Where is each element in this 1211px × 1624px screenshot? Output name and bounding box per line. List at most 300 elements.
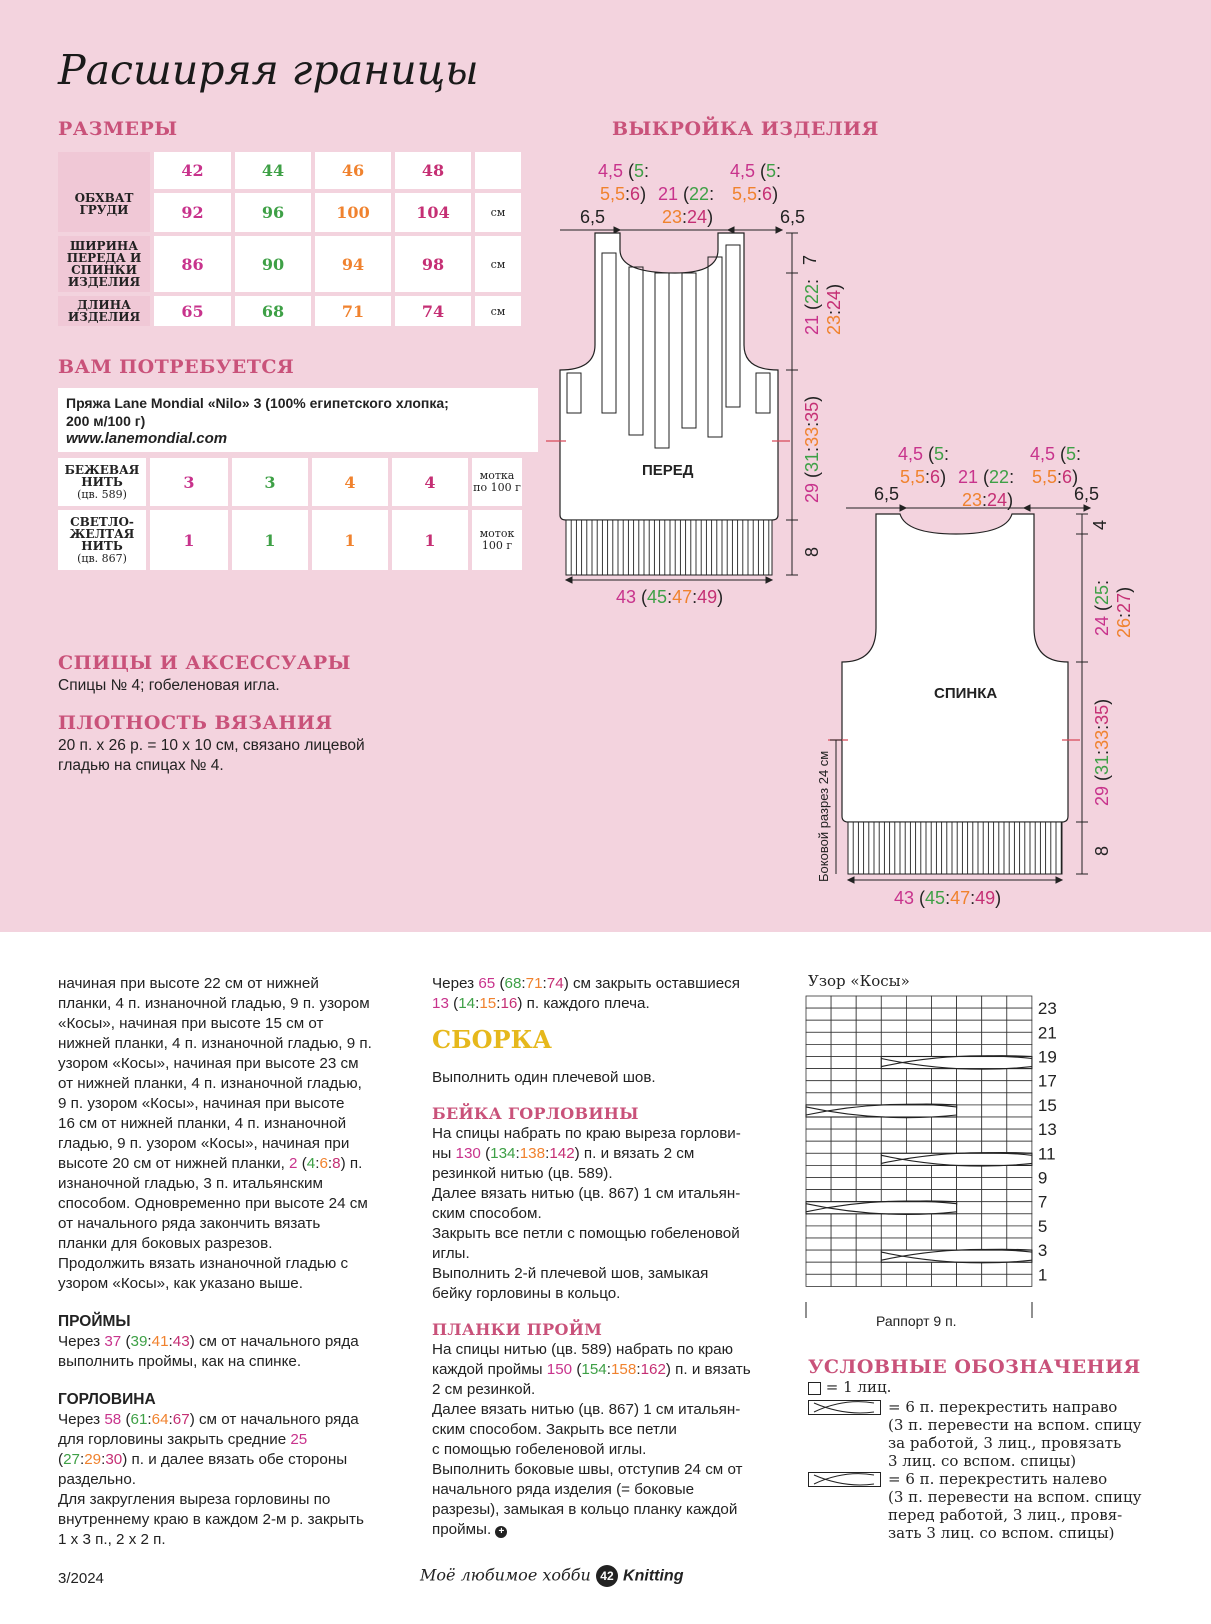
chart-cell [906, 1238, 931, 1250]
row-number: 15 [1037, 1095, 1057, 1115]
dim-armhole: 27 [1114, 592, 1134, 613]
chart-cell [1007, 1178, 1032, 1190]
chart-cell [1007, 1044, 1032, 1056]
size-cell: 90 [235, 236, 311, 292]
chart-cell [806, 1238, 831, 1250]
chart-cell [806, 1069, 831, 1081]
chart-cell [1007, 1274, 1032, 1286]
col1-intro [58, 974, 418, 1154]
chart-cell [856, 1141, 881, 1153]
text-line: Через 58 (61:64:67) см от начального ряда [58, 1411, 359, 1428]
dim-shoulder: 4,5 [598, 161, 624, 181]
svg-text:5,5:6): 5,5:6) [1032, 467, 1079, 487]
chart-cell [906, 1190, 931, 1202]
size-row-label: ДЛИНА ИЗДЕЛИЯ [58, 296, 150, 326]
dim-width: 45 [647, 587, 668, 607]
cable-chart [806, 996, 1066, 1332]
chart-cell [881, 1238, 906, 1250]
back-diagram [816, 438, 1154, 908]
text-line: Для закругления выреза горловины по [58, 1491, 331, 1508]
text-line: На спицы нитью (цв. 589) набрать по краю [432, 1341, 733, 1358]
text-line: 9 п. узором «Косы», начиная при высоте [58, 1095, 345, 1112]
left-cross-icon [808, 1472, 884, 1488]
chart-cell [831, 1032, 856, 1044]
legend-left-cross [888, 1470, 1142, 1542]
dim-shoulder: 4,5 [730, 161, 756, 181]
svg-text:23:24): 23:24) [824, 283, 844, 335]
dim-armhole: 25 [1092, 584, 1112, 605]
size-cell: 100 [315, 193, 391, 232]
dim-neck-depth: 4 [1090, 519, 1110, 530]
legend-right-cross [888, 1398, 1142, 1470]
dim-shoulder: 5 [1066, 444, 1077, 464]
chart-cell [806, 1226, 831, 1238]
chart-cell [881, 1165, 906, 1177]
chart-cell [957, 1129, 982, 1141]
chart-cell [932, 1165, 957, 1177]
text-line: разрезы), замыкая в кольцо планку каждой [432, 1501, 738, 1518]
issue-number: 3/2024 [58, 1570, 104, 1587]
dim-neck: 23 [662, 207, 683, 227]
chart-cell [982, 1093, 1007, 1105]
chart-cell [906, 1141, 931, 1153]
chart-cell [982, 1069, 1007, 1081]
dim-width: 43 [894, 888, 915, 908]
dim-shoulder: 4,5 [1030, 444, 1056, 464]
chart-cell [906, 1262, 931, 1274]
chart-cell [906, 1129, 931, 1141]
text-line: с помощью гобеленовой иглы. [432, 1441, 647, 1458]
row-number: 13 [1037, 1120, 1057, 1140]
chart-cell [906, 1165, 931, 1177]
dim-shoulder: 6 [762, 184, 773, 204]
chart-cell [1007, 1262, 1032, 1274]
chart-cell [806, 1178, 831, 1190]
chart-cell [957, 1105, 982, 1117]
chart-cell [1007, 1190, 1032, 1202]
chart-cell [932, 1238, 957, 1250]
yarn-url: www.lanemondial.com [66, 430, 228, 447]
chart-cell [906, 1178, 931, 1190]
dim-shoulder: 6 [930, 467, 941, 487]
front-label: ПЕРЕД [642, 462, 694, 479]
text-line: (27:29:30) п. и далее вязать обе стороны [58, 1451, 348, 1468]
row-number: 23 [1037, 999, 1057, 1019]
dim-shoulder: 4,5 [898, 444, 924, 464]
chart-cell [856, 1008, 881, 1020]
chart-cell [881, 1129, 906, 1141]
text-line: На спицы набрать по краю выреза горлови- [432, 1125, 741, 1142]
repeat-label: Раппорт 9 п. [876, 1313, 957, 1329]
chart-cell [856, 1262, 881, 1274]
chart-cell [806, 1274, 831, 1286]
text-line: внутреннему краю в каждом 2-м р. закрыть [58, 1511, 364, 1528]
chart-cell [831, 1214, 856, 1226]
svg-text:4,5 (5:: 4,5 (5: [730, 161, 782, 181]
legend-heading: УСЛОВНЫЕ ОБОЗНАЧЕНИЯ [808, 1356, 1141, 1378]
yarn-qty: 1 [232, 510, 308, 570]
chart-cell [1007, 1238, 1032, 1250]
size-value: 46 [315, 152, 391, 189]
chart-cell [881, 1214, 906, 1226]
sizes-heading: РАЗМЕРЫ [58, 118, 178, 140]
legend-knit-text: = 1 лиц. [825, 1378, 892, 1396]
text-line: Через 65 (68:71:74) см закрыть оставшиеся [432, 975, 740, 992]
size-unit: см [475, 236, 521, 292]
chart-cell [906, 1093, 931, 1105]
chart-cell [932, 1129, 957, 1141]
yarn-name: БЕЖЕВАЯ НИТЬ [64, 462, 140, 489]
chart-cell [831, 1081, 856, 1093]
dim-shoulder: 5,5 [732, 184, 758, 204]
size-cell: 86 [154, 236, 231, 292]
chart-cell [982, 1105, 1007, 1117]
chart-cell [881, 1190, 906, 1202]
chart-cell [831, 1226, 856, 1238]
dim-armhole: 26 [1114, 617, 1134, 638]
yarn-color-code: (цв. 867) [77, 551, 127, 565]
dim-body: 33 [1092, 729, 1112, 750]
text-line: Далее вязать нитью (цв. 867) 1 см итальян- [432, 1401, 741, 1418]
size-value: 44 [235, 152, 311, 189]
text-line: проймы. + [432, 1520, 792, 1540]
chart-cell [957, 1274, 982, 1286]
chart-cell [982, 1165, 1007, 1177]
text-line: бейку горловины в кольцо. [432, 1285, 621, 1302]
dim-shoulder: 5,5 [600, 184, 626, 204]
chart-cell [957, 1117, 982, 1129]
dim-neck: 22 [689, 184, 710, 204]
dim-body: 31 [1092, 754, 1112, 775]
chart-cell [957, 1044, 982, 1056]
chart-cell [831, 1274, 856, 1286]
chart-cell [881, 1262, 906, 1274]
chart-cell [957, 1178, 982, 1190]
legend-line: зать 3 лиц. со вспом. спицы) [888, 1524, 1115, 1542]
chart-cell [906, 1008, 931, 1020]
chart-cell [831, 1129, 856, 1141]
chart-cell [957, 1214, 982, 1226]
chart-cell [806, 1190, 831, 1202]
text-line: ны 130 (134:138:142) п. и вязать 2 см [432, 1145, 695, 1162]
chart-cell [1007, 1214, 1032, 1226]
chart-cell [982, 996, 1007, 1008]
chart-cell [982, 1141, 1007, 1153]
size-cell: 104 [395, 193, 471, 232]
materials-table [54, 454, 526, 574]
text-line: иглы. [432, 1245, 470, 1262]
instructions-col2 [432, 974, 792, 1540]
dim-width: 47 [672, 587, 693, 607]
back-label: СПИНКА [934, 685, 998, 702]
chart-cell [856, 1214, 881, 1226]
chart-cell [932, 996, 957, 1008]
right-cross-icon [808, 1400, 884, 1416]
chart-cell [881, 1069, 906, 1081]
size-cell: 92 [154, 193, 231, 232]
size-cell: 68 [235, 296, 311, 326]
dim-body: 29 [1092, 785, 1112, 806]
footer-brand [420, 1565, 683, 1587]
dim-edge: 6,5 [1074, 484, 1100, 504]
svg-text:29 (31:33:35): 29 (31:33:35) [1092, 698, 1112, 806]
svg-text:4,5 (5:: 4,5 (5: [598, 161, 650, 181]
size-cell: 96 [235, 193, 311, 232]
chart-cell [1007, 1202, 1032, 1214]
chart-cell [806, 1057, 831, 1069]
dim-neck: 23 [962, 490, 983, 510]
legend-line: = 6 п. перекрестить направо [888, 1398, 1118, 1416]
yarn-qty: 3 [150, 458, 228, 506]
chart-cell [856, 1190, 881, 1202]
chart-cell [906, 1214, 931, 1226]
yarn-unit: мотка по 100 г [472, 458, 522, 506]
chart-cell [881, 1020, 906, 1032]
chart-cell [856, 1020, 881, 1032]
chart-cell [806, 1032, 831, 1044]
magazine-name: Моё любимое хобби [420, 1565, 591, 1585]
dim-armhole: 24 [1092, 615, 1112, 636]
chart-cell [906, 1117, 931, 1129]
legend-line: 3 лиц. со вспом. спицы) [888, 1452, 1077, 1470]
text-line: гладью, 9 п. узором «Косы», начиная при [58, 1135, 350, 1152]
chart-cell [906, 1069, 931, 1081]
yarn-qty: 4 [312, 458, 388, 506]
text-line: для горловины закрыть средние 25 [58, 1431, 308, 1448]
chart-cell [881, 996, 906, 1008]
assembly-heading: СБОРКА [432, 1025, 552, 1054]
chart-cell [1007, 1165, 1032, 1177]
col1-rest [58, 1174, 418, 1294]
chart-cell [831, 1238, 856, 1250]
size-row-label: ОБХВАТ ГРУДИ [58, 152, 150, 232]
text-line: Выполнить боковые швы, отступив 24 см от [432, 1461, 743, 1478]
chart-cell [957, 1020, 982, 1032]
chart-cell [881, 1178, 906, 1190]
dim-armhole: 24 [824, 289, 844, 310]
chart-cell [856, 1274, 881, 1286]
dim-width: 49 [697, 587, 718, 607]
chart-cell [856, 1129, 881, 1141]
chart-cell [957, 1141, 982, 1153]
chart-cell [1007, 1081, 1032, 1093]
chart-cell [1007, 1129, 1032, 1141]
dim-armhole: 23 [824, 314, 844, 335]
dim-rib: 8 [802, 546, 822, 557]
text-line: резинкой нитью (цв. 589). [432, 1165, 613, 1182]
svg-text:23:24): 23:24) [962, 490, 1014, 510]
legend-line: за работой, 3 лиц., провязать [888, 1434, 1122, 1452]
text-line: 2 см резинкой. [432, 1381, 536, 1398]
dim-neck: 22 [989, 467, 1010, 487]
row-number: 9 [1037, 1168, 1048, 1188]
dim-width: 47 [950, 888, 971, 908]
yarn-color-code: (цв. 589) [77, 487, 127, 501]
dim-width: 45 [925, 888, 946, 908]
neckband-text [432, 1164, 792, 1304]
chart-cell [831, 996, 856, 1008]
chart-cell [856, 1165, 881, 1177]
dim-edge: 6,5 [874, 484, 900, 504]
dim-body: 31 [802, 451, 822, 472]
sizes-table [54, 148, 525, 330]
dim-armhole: 21 [802, 314, 822, 335]
chart-cell [806, 1165, 831, 1177]
chart-cell [982, 1117, 1007, 1129]
chart-cell [932, 1190, 957, 1202]
text-line: 1 х 3 п., 2 х 2 п. [58, 1531, 166, 1548]
chart-cell [932, 1226, 957, 1238]
size-cell: 71 [315, 296, 391, 326]
row-number: 17 [1037, 1071, 1057, 1091]
chart-cell [982, 1214, 1007, 1226]
chart-cell [806, 1044, 831, 1056]
text-line: высоте 20 см от нижней планки, 2 (4:6:8) п. [58, 1155, 363, 1172]
svg-text:4,5 (5:: 4,5 (5: [1030, 444, 1082, 464]
yarn-name: СВЕТЛО-ЖЕЛТАЯ НИТЬ [69, 514, 135, 553]
text-line: Через 37 (39:41:43) см от начального ряда [58, 1333, 359, 1350]
text-line: выполнить проймы, как на спинке. [58, 1353, 302, 1370]
text-line: Выполнить 2-й плечевой шов, замыкая [432, 1265, 709, 1282]
legend-line: перед работой, 3 лиц., провя- [888, 1506, 1123, 1524]
chart-cell [957, 1202, 982, 1214]
text-line: Выполнить один плечевой шов. [432, 1069, 656, 1086]
row-number: 19 [1037, 1047, 1057, 1067]
chart-cell [906, 1032, 931, 1044]
armhole-heading: ПРОЙМЫ [58, 1313, 131, 1330]
yarn-qty: 3 [232, 458, 308, 506]
yarn-qty: 4 [392, 458, 468, 506]
legend-knit [808, 1378, 891, 1396]
text-line: каждой проймы 150 (154:158:162) п. и вязать [432, 1361, 751, 1378]
dim-shoulder: 6 [1062, 467, 1073, 487]
dim-body: 35 [1092, 704, 1112, 725]
yarn-row-label [58, 458, 146, 506]
chart-cell [856, 1226, 881, 1238]
text-line: планки, 4 п. изнаночной гладью, 9 п. узором [58, 995, 370, 1012]
dim-body: 29 [802, 482, 822, 503]
chart-cell [932, 1214, 957, 1226]
dim-neck: 24 [687, 207, 708, 227]
chart-cell [881, 1117, 906, 1129]
svg-text:43 (45:47:49): 43 (45:47:49) [616, 587, 724, 607]
chart-cell [957, 1081, 982, 1093]
yarn-qty: 1 [312, 510, 388, 570]
armband-heading: ПЛАНКИ ПРОЙМ [432, 1320, 603, 1339]
chart-cell [831, 1141, 856, 1153]
chart-cell [806, 1250, 831, 1262]
text-line: планки для боковых разрезов. [58, 1235, 273, 1252]
chart-cell [1007, 1226, 1032, 1238]
text-line: Далее вязать нитью (цв. 867) 1 см итальян- [432, 1185, 741, 1202]
chart-cell [957, 1008, 982, 1020]
svg-text:5,5:6): 5,5:6) [600, 184, 647, 204]
size-cell: 65 [154, 296, 231, 326]
chart-cell [1007, 1069, 1032, 1081]
text-line: узором «Косы», начиная при высоте 23 см [58, 1055, 359, 1072]
chart-cell [806, 1214, 831, 1226]
chart-cell [806, 996, 831, 1008]
chart-cell [881, 1081, 906, 1093]
chart-cell [831, 1153, 856, 1165]
neckband-heading: БЕЙКА ГОРЛОВИНЫ [432, 1104, 639, 1123]
chart-cell [856, 1057, 881, 1069]
dim-width: 43 [616, 587, 637, 607]
text-line: 13 (14:15:16) п. каждого плеча. [432, 995, 650, 1012]
row-number: 7 [1037, 1192, 1048, 1212]
knit-symbol-icon [808, 1382, 821, 1395]
chart-cell [881, 1274, 906, 1286]
dim-edge: 6,5 [780, 207, 806, 227]
yarn-unit: моток 100 г [472, 510, 522, 570]
chart-cell [1007, 1032, 1032, 1044]
chart-cell [806, 1093, 831, 1105]
text-line: раздельно. [58, 1471, 136, 1488]
chart-cell [906, 1020, 931, 1032]
dim-shoulder: 5 [766, 161, 777, 181]
chart-cell [1007, 1141, 1032, 1153]
chart-cell [906, 996, 931, 1008]
chart-cell [881, 1044, 906, 1056]
gauge-line: 20 п. х 26 р. = 10 х 10 см, связано лицевой [58, 737, 365, 754]
dim-width: 49 [975, 888, 996, 908]
chart-cell [856, 1250, 881, 1262]
chart-cell [982, 1226, 1007, 1238]
size-row-label: ШИРИНА ПЕРЕДА И СПИНКИ ИЗДЕЛИЯ [58, 236, 150, 292]
legend-line: (3 п. перевести на вспом. спицу [888, 1488, 1142, 1506]
gauge-heading: ПЛОТНОСТЬ ВЯЗАНИЯ [58, 712, 333, 734]
text-line: от нижней планки, 4 п. изнаночной гладью, [58, 1075, 362, 1092]
text-line: Закрыть все петли с помощью гобеленовой [432, 1225, 740, 1242]
chart-cell [806, 1129, 831, 1141]
chart-cell [806, 1008, 831, 1020]
dim-shoulder: 5 [634, 161, 645, 181]
chart-cell [881, 1141, 906, 1153]
chart-cell [831, 1178, 856, 1190]
chart-cell [932, 1117, 957, 1129]
front-diagram [560, 155, 850, 635]
text-line: от начального ряда закончить вязать [58, 1215, 321, 1232]
chart-cell [831, 1069, 856, 1081]
chart-cell [932, 1141, 957, 1153]
chart-cell [806, 1262, 831, 1274]
svg-text:4,5 (5:: 4,5 (5: [898, 444, 950, 464]
chart-cell [957, 1190, 982, 1202]
chart-cell [982, 1274, 1007, 1286]
chart-cell [932, 1274, 957, 1286]
chart-cell [906, 1044, 931, 1056]
chart-cell [982, 1044, 1007, 1056]
chart-cell [831, 1117, 856, 1129]
needles-text: Спицы № 4; гобеленовая игла. [58, 677, 280, 694]
col1-neck-rest [58, 1490, 418, 1550]
dim-neck: 21 [958, 467, 979, 487]
chart-cell [957, 1238, 982, 1250]
chart-cell [957, 1069, 982, 1081]
yarn-line2: 200 м/100 г) [66, 413, 146, 429]
yarn-row-label [58, 510, 146, 570]
chart-cell [856, 1238, 881, 1250]
chart-cell [932, 1020, 957, 1032]
chart-cell [932, 1093, 957, 1105]
size-unit: см [475, 296, 521, 326]
svg-text:26:27): 26:27) [1114, 586, 1134, 638]
text-line: начального ряда изделия (= боковые [432, 1481, 695, 1498]
chart-cell [906, 1274, 931, 1286]
svg-text:43 (45:47:49): 43 (45:47:49) [894, 888, 1002, 908]
dim-shoulder: 5,5 [900, 467, 926, 487]
chart-cell [982, 1129, 1007, 1141]
